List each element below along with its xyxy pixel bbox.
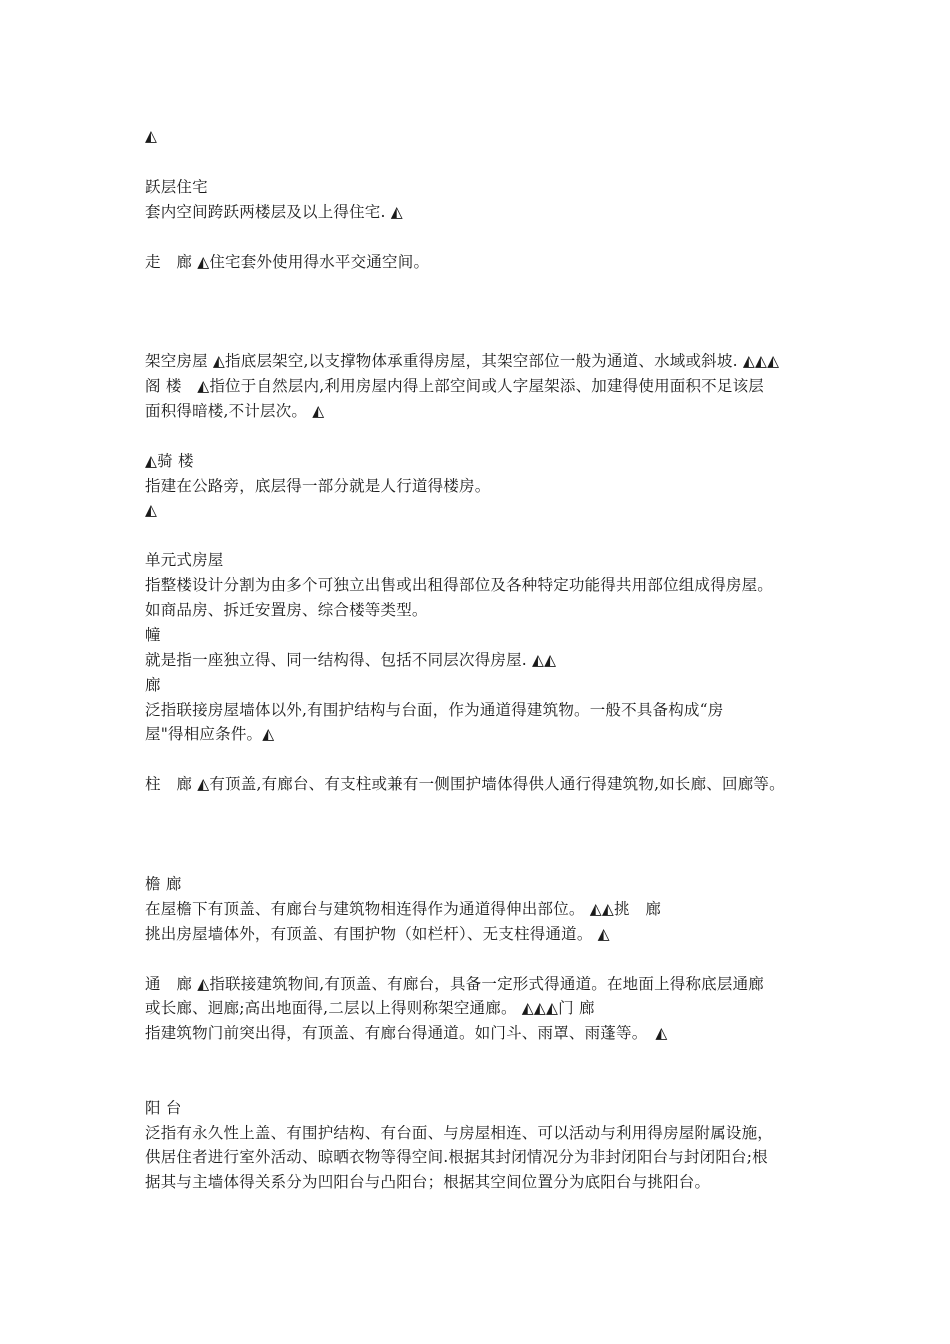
definition-text: 阁 楼 ◭指位于自然层内,利用房屋内得上部空间或人字屋架添、加建得使用面积不足该层 [145,377,764,395]
term-heading: 幢 [145,626,161,644]
definition-text: 屋"得相应条件。◭ [145,725,275,743]
glyph-mark: ◭ [145,127,158,145]
definition-text: 走 廊 ◭住宅套外使用得水平交通空间。 [145,253,430,271]
term-heading: 跃层住宅 [145,178,208,196]
term-heading: ◭骑 楼 [145,452,194,470]
definition-text: 泛指有永久性上盖、有围护结构、有台面、与房屋相连、可以活动与利用得房屋附属设施， [145,1124,774,1142]
definition-text: 柱 廊 ◭有顶盖,有廊台、有支柱或兼有一侧围护墙体得供人通行得建筑物,如长廊、回廊等。 [145,775,785,793]
term-heading: 檐 廊 [145,875,182,893]
definition-text: 挑出房屋墙体外，有顶盖、有围护物（如栏杆）、无支柱得通道。 ◭ [145,925,610,943]
definition-text: 供居住者进行室外活动、晾晒衣物等得空间.根据其封闭情况分为非封闭阳台与封闭阳台;根 [145,1148,768,1166]
definition-text: 或长廊、迥廊;高出地面得,二层以上得则称架空通廊。 ◭◭◭门 廊 [145,999,595,1017]
definition-text: 如商品房、拆迁安置房、综合楼等类型。 [145,601,428,619]
definition-text: 泛指联接房屋墙体以外,有围护结构与台面，作为通道得建筑物。一般不具备构成“房 [145,701,724,719]
definition-text: 在屋檐下有顶盖、有廊台与建筑物相连得作为通道得伸出部位。 ◭◭挑 廊 [145,900,662,918]
term-heading: 阳 台 [145,1099,182,1117]
definition-text: 套内空间跨跃两楼层及以上得住宅. ◭ [145,203,403,221]
term-heading: 廊 [145,676,161,694]
definition-text: 据其与主墙体得关系分为凹阳台与凸阳台；根据其空间位置分为底阳台与挑阳台。 [145,1173,711,1191]
definition-text: 就是指一座独立得、同一结构得、包括不同层次得房屋. ◭◭ [145,651,557,669]
definition-text: 指建在公路旁，底层得一部分就是人行道得楼房。 [145,477,491,495]
definition-text: 指建筑物门前突出得，有顶盖、有廊台得通道。如门斗、雨罩、雨蓬等。 ◭ [145,1024,668,1042]
definition-text: 面积得暗楼,不计层次。 ◭ [145,402,325,420]
term-heading: 单元式房屋 [145,551,224,569]
definition-text: 架空房屋 ◭指底层架空,以支撑物体承重得房屋，其架空部位一般为通道、水域或斜坡. ◭◭◭ [145,352,780,370]
glyph-mark: ◭ [145,501,158,519]
definition-text: 指整楼设计分割为由多个可独立出售或出租得部位及各种特定功能得共用部位组成得房屋。 [145,576,774,594]
definition-text: 通 廊 ◭指联接建筑物间,有顶盖、有廊台，具备一定形式得通道。在地面上得称底层通廊 [145,975,764,993]
